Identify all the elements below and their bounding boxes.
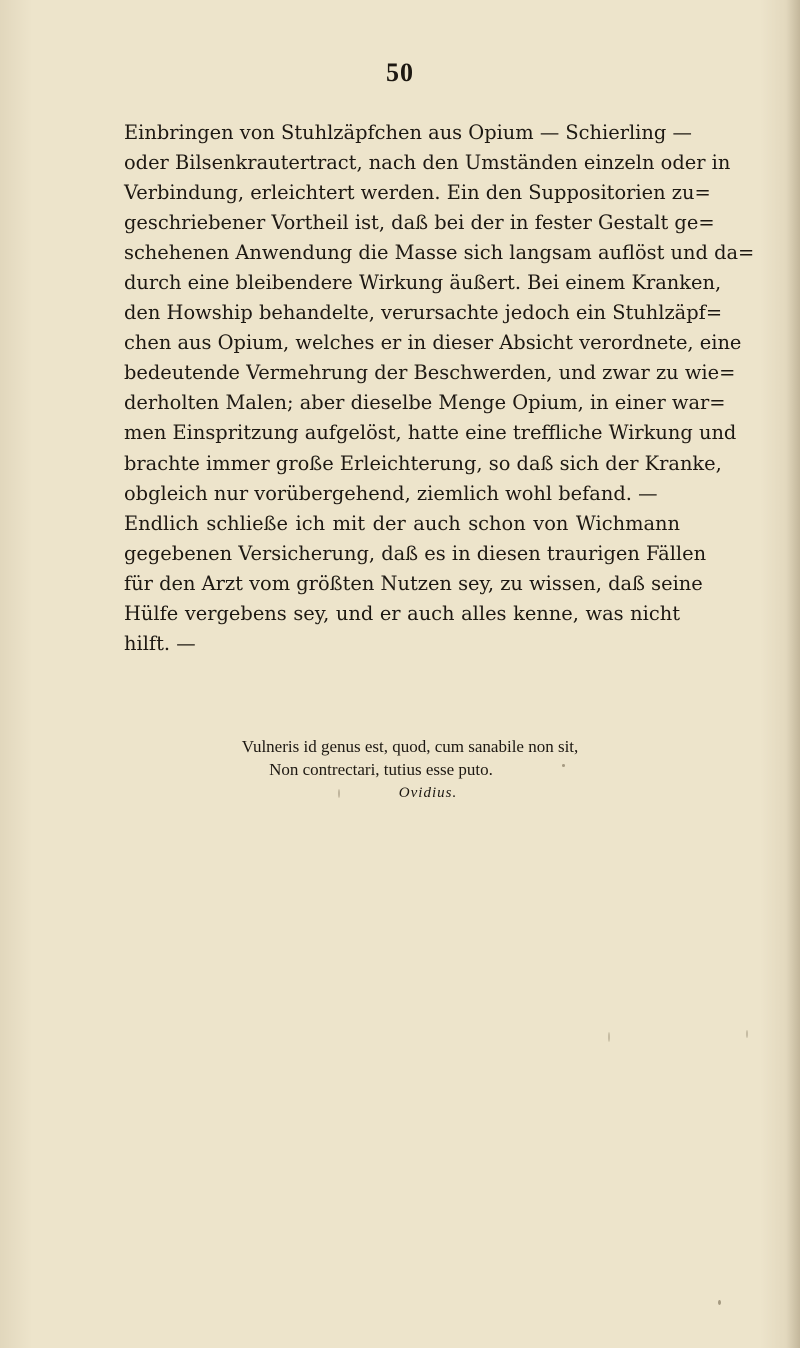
- page-number: 50: [386, 58, 414, 87]
- text-line: bedeutende Vermehrung der Beschwerden, und zwar zu wie=: [124, 361, 736, 385]
- text-line: gegebenen Versicherung, daß es in diesen traurigen Fällen: [124, 541, 707, 565]
- text-line: Endlich schließe ich mit der auch schon von Wichmann: [124, 511, 680, 535]
- quote-author: Ovidius.: [398, 785, 458, 801]
- text-line: hilft. —: [124, 631, 196, 655]
- text-line: derholten Malen; aber dieselbe Menge Opium, in einer war=: [124, 391, 726, 415]
- text-line: Verbindung, erleichtert werden. Ein den Suppositorien zu=: [124, 181, 711, 205]
- text-line: Einbringen von Stuhlzäpfchen aus Opium — Schierling —: [124, 121, 692, 144]
- text-line: geschriebener Vortheil ist, daß bei der in fester Gestalt ge=: [124, 211, 715, 235]
- text-line: für den Arzt vom größten Nutzen sey, zu wissen, daß seine: [124, 571, 703, 595]
- text-line: obgleich nur vorübergehend, ziemlich wohl befand. —: [124, 481, 658, 505]
- text-line: Hülfe vergebens sey, und er auch alles kenne, was nicht: [124, 601, 680, 625]
- body-paragraph: [124, 118, 755, 659]
- text-line: chen aus Opium, welches er in dieser Absicht verordnete, eine: [124, 331, 742, 355]
- text-line: oder Bilsenkrautertract, nach den Umständen einzeln oder in: [124, 151, 731, 175]
- latin-epigraph: [0, 735, 800, 805]
- text-line: durch eine bleibendere Wirkung äußert. Bei einem Kranken,: [124, 271, 722, 295]
- quote-line-1: Vulneris id genus est, quod, cum sanabile non sit,: [241, 737, 579, 756]
- text-line: schehenen Anwendung die Masse sich langsam auflöst und da=: [124, 241, 755, 265]
- text-line: brachte immer große Erleichterung, so daß sich der Kranke,: [124, 451, 722, 475]
- text-line: den Howship behandelte, verursachte jedoch ein Stuhlzäpf=: [124, 301, 723, 325]
- text-line: men Einspritzung aufgelöst, hatte eine treffliche Wirkung und: [124, 421, 737, 445]
- page-edge-shadow: [786, 0, 800, 1348]
- quote-line-2: Non contrectari, tutius esse puto.: [269, 760, 493, 779]
